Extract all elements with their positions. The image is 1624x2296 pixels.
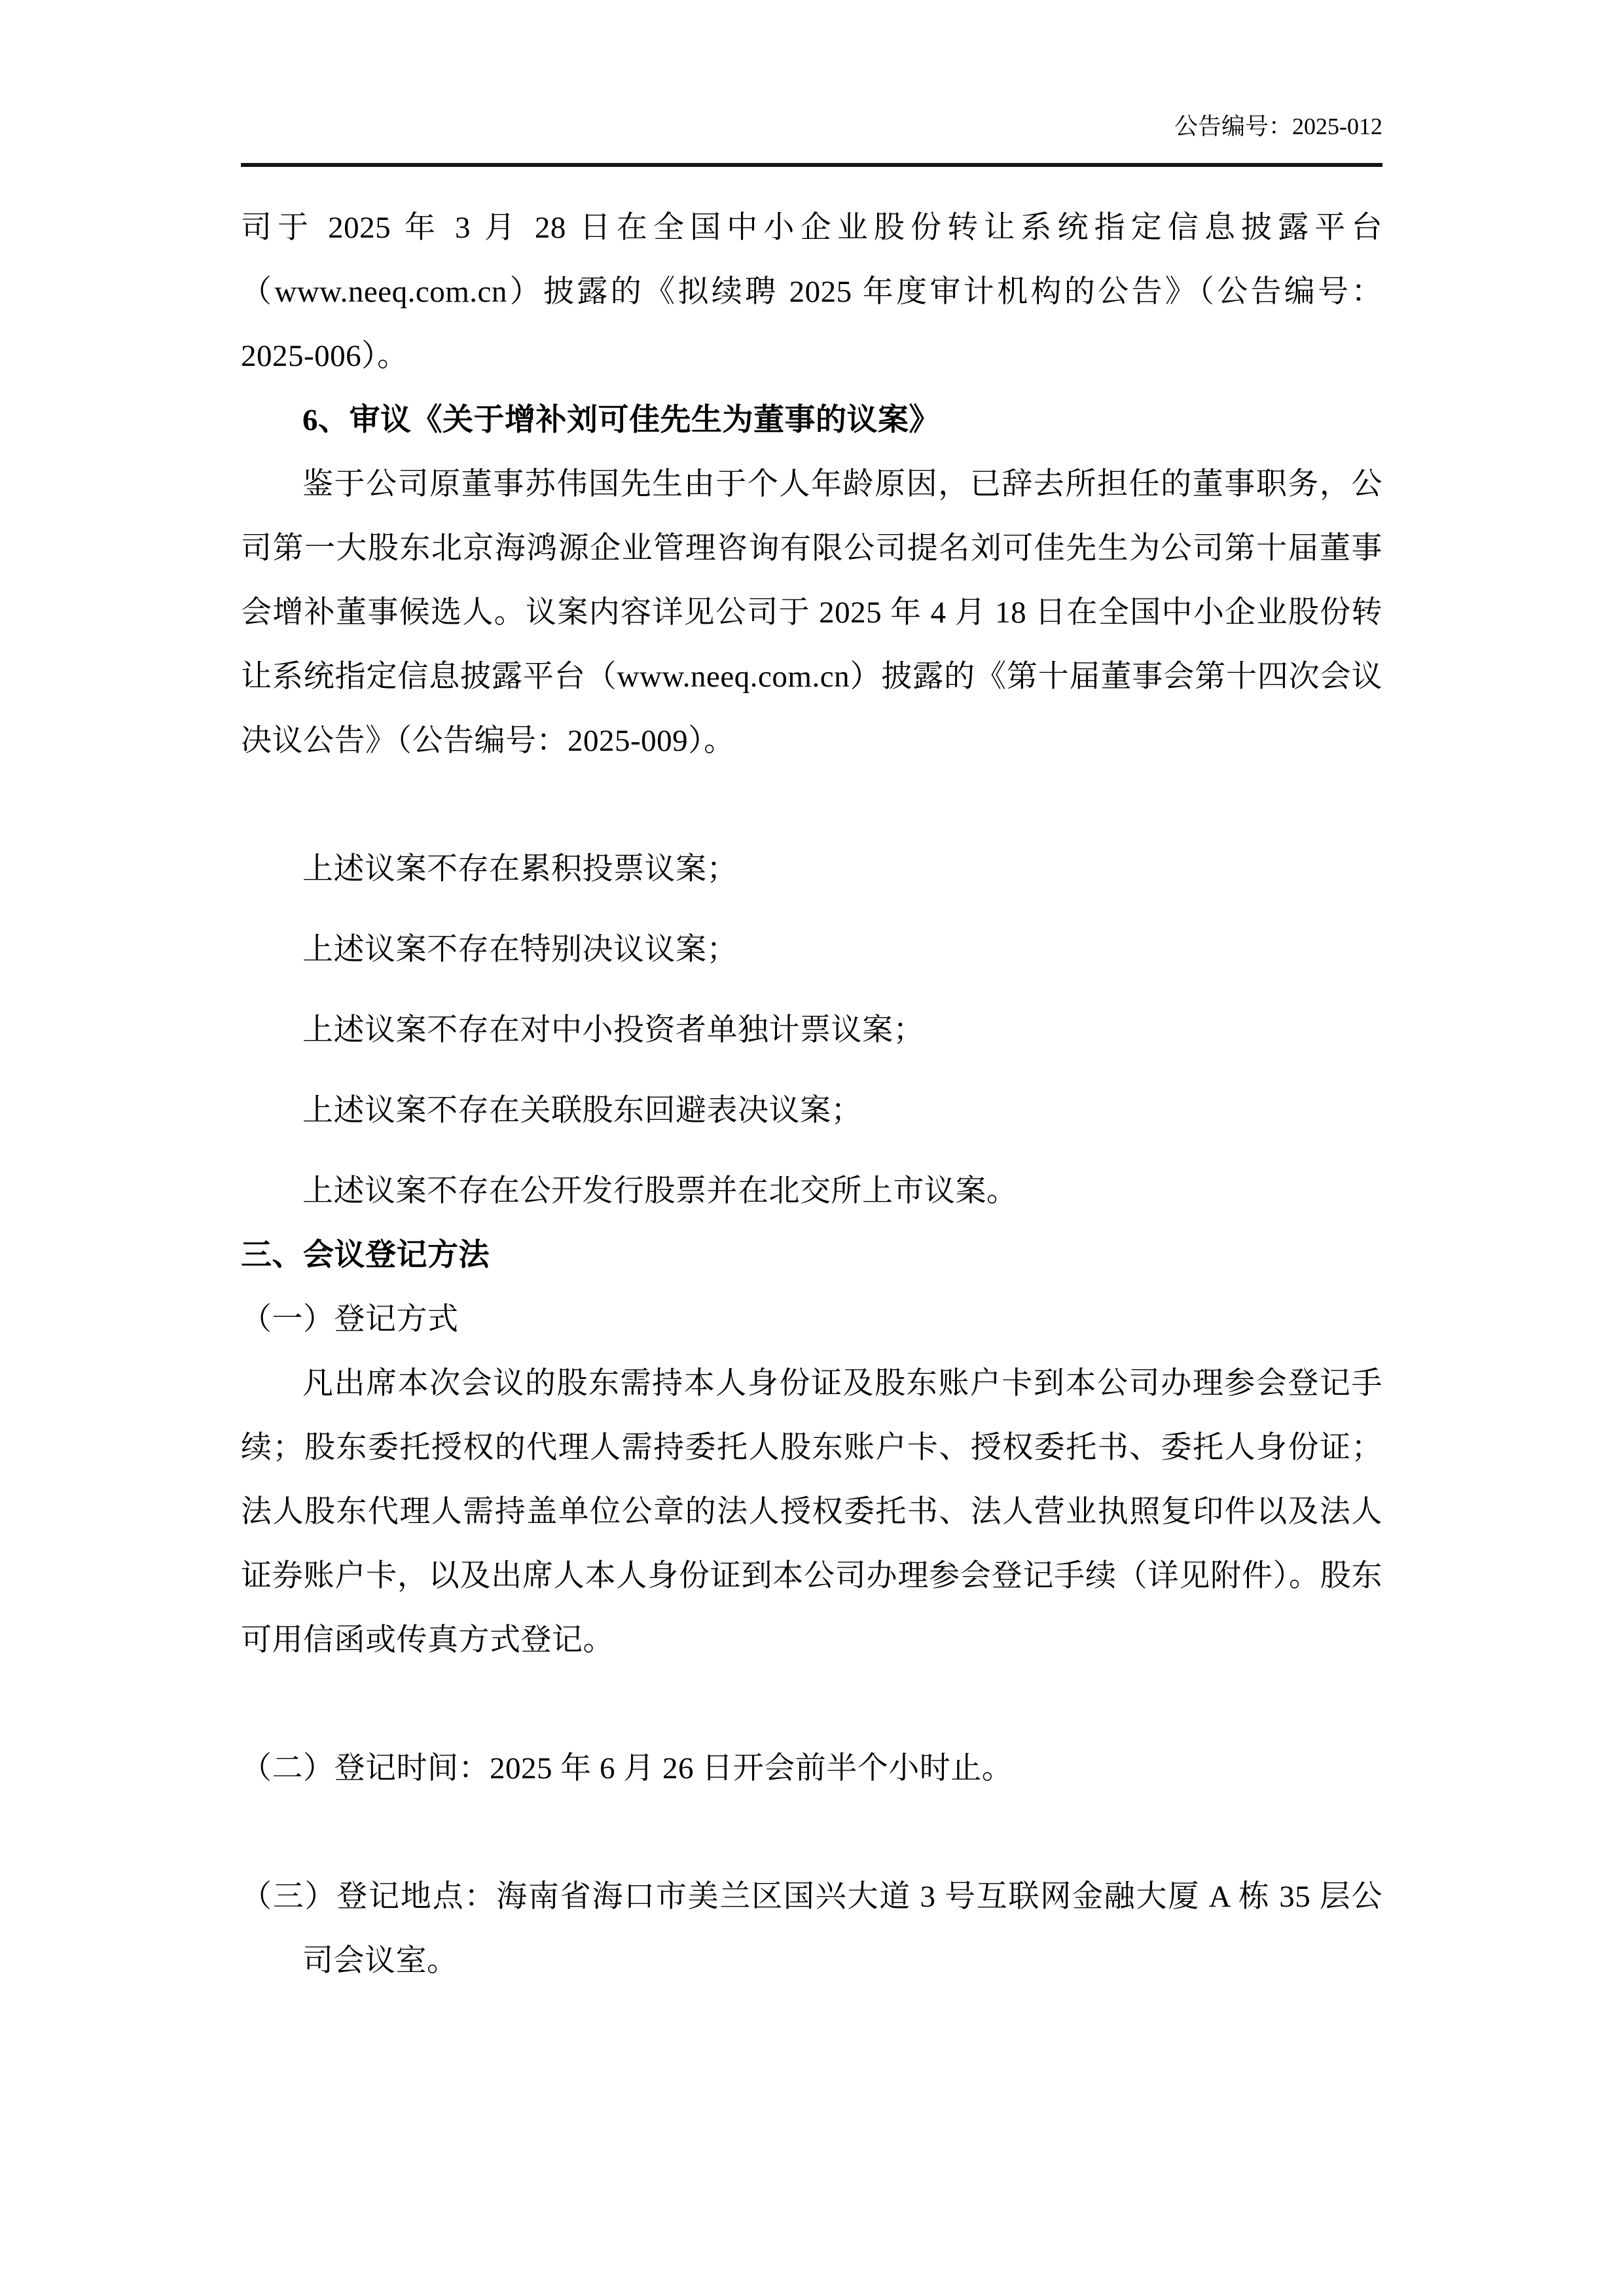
- paragraph-continuation-audit-disclosure: 司于 2025 年 3 月 28 日在全国中小企业股份转让系统指定信息披露平台（www.neeq.com.cn）披露的《拟续聘 2025 年度审计机构的公告》（公告编号：2025-006）。: [241, 211, 1382, 373]
- section-heading-registration-method: 三、会议登记方法: [241, 1238, 490, 1272]
- paragraph-registration-time: （二）登记时间：2025 年 6 月 26 日开会前半个小时止。: [241, 1751, 1013, 1785]
- note-no-special-resolution: 上述议案不存在特别决议议案；: [302, 933, 738, 967]
- heading-proposal-6: 6、审议《关于增补刘可佳先生为董事的议案》: [302, 403, 940, 437]
- sub-heading-registration-way: （一）登记方式: [241, 1302, 459, 1336]
- paragraph-registration-procedure: 凡出席本次会议的股东需持本人身份证及股东账户卡到本公司办理参会登记手续；股东委托授权的代理人需持委托人股东账户卡、授权委托书、委托人身份证；法人股东代理人需持盖单位公章的法人授权委托书、法人营业执照复印件以及法人证券账户卡，以及出席人本人身份证到本公司办理参会登记手续（详见附件）。股东可用信函或传真方式登记。: [241, 1367, 1382, 1657]
- note-no-minority-investor-separate-count: 上述议案不存在对中小投资者单独计票议案；: [302, 1013, 924, 1047]
- document-body: [241, 196, 1382, 1993]
- note-no-related-shareholder-abstention: 上述议案不存在关联股东回避表决议案；: [302, 1094, 862, 1128]
- paragraph-registration-place: （三）登记地点：海南省海口市美兰区国兴大道 3 号互联网金融大厦 A 栋 35 层公司会议室。: [241, 1880, 1382, 1978]
- paragraph-proposal-6-detail: 鉴于公司原董事苏伟国先生由于个人年龄原因，已辞去所担任的董事职务，公司第一大股东北京海鸿源企业管理咨询有限公司提名刘可佳先生为公司第十届董事会增补董事候选人。议案内容详见公司于 2025 年 4 月 18 日在全国中小企业股份转让系统指定信息披露平台（www.neeq.com.cn）披露的《第十届董事会第十四次会议决议公告》（公告编号：2025-009）。: [241, 467, 1382, 758]
- note-no-public-offering-bse-listing: 上述议案不存在公开发行股票并在北交所上市议案。: [302, 1174, 1018, 1208]
- header-divider: [241, 163, 1382, 167]
- announcement-number: 公告编号：2025-012: [1174, 113, 1382, 139]
- note-no-cumulative-voting: 上述议案不存在累积投票议案；: [302, 852, 738, 886]
